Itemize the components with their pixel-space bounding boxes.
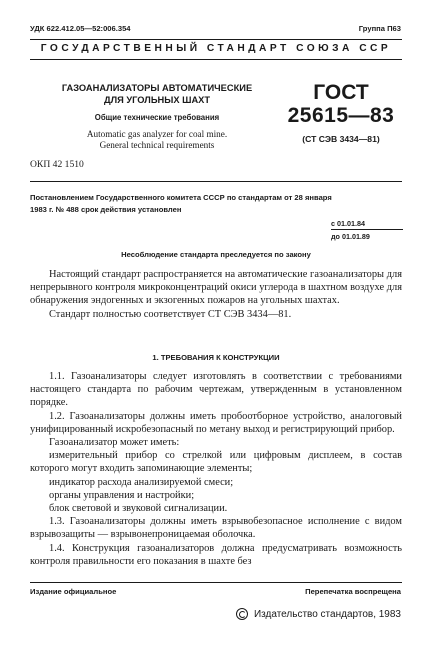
clause-1-1: 1.1. Газоанализаторы следует изготовлять в соответствии с требованиями настоящего стандарта по рабочим чертежам, утвержденным в установленном порядке.	[30, 371, 402, 409]
title-block	[46, 82, 268, 151]
copyright-icon	[236, 608, 248, 620]
may-have-intro: Газоанализатор может иметь:	[49, 437, 180, 449]
gost-block	[280, 82, 402, 144]
english-title	[46, 129, 268, 151]
section-1-text	[30, 370, 402, 568]
decree-line-2: 1983 г. № 488 срок действия установлен	[30, 205, 182, 214]
list-item-3: органы управления и настройки;	[49, 489, 195, 501]
english-title-line-1: Automatic gas analyzer for coal mine.	[86, 129, 228, 139]
clause-1-2: 1.2. Газоанализаторы должны иметь пробоотборное устройство, аналоговый унифицированный искробезопасный по метану выход и регистрирующий прибор.	[30, 410, 402, 435]
list-item-1: измерительный прибор со стрелкой или цифровым дисплеем, в состав которого могут входить запоминающие элементы;	[30, 450, 402, 475]
reprint-prohibited: Перепечатка воспрещена	[305, 587, 401, 596]
title-line-1: ГАЗОАНАЛИЗАТОРЫ АВТОМАТИЧЕСКИЕ	[61, 83, 253, 93]
english-title-line-2: General technical requirements	[99, 140, 215, 150]
footer-rule	[30, 582, 402, 583]
legal-warning: Несоблюдение стандарта преследуется по закону	[121, 250, 311, 259]
official-edition: Издание официальное	[30, 587, 117, 596]
title-line-2: ДЛЯ УГОЛЬНЫХ ШАХТ	[103, 95, 211, 105]
section-heading: 1. ТРЕБОВАНИЯ К КОНСТРУКЦИИ	[152, 353, 280, 362]
copyright-text: Издательство стандартов, 1983	[253, 608, 401, 620]
okp-code: ОКП 42 1510	[30, 159, 84, 170]
sev-reference: (СТ СЭВ 3434—81)	[302, 134, 380, 144]
date-to: до 01.01.89	[331, 229, 403, 242]
top-rule	[30, 39, 402, 40]
group-code: Группа П63	[358, 24, 401, 33]
udk-code: УДК 622.412.05—52:006.354	[30, 24, 131, 33]
intro-paragraph-2: Стандарт полностью соответствует СТ СЭВ 3434—81.	[49, 308, 292, 320]
clause-1-3: 1.3. Газоанализаторы должны иметь взрывобезопасное исполнение с видом взрывозащиты — взрывонепроницаемая оболочка.	[30, 516, 402, 541]
date-from: с 01.01.84	[331, 219, 365, 228]
intro-paragraph-1: Настоящий стандарт распространяется на автоматические газоанализаторы для непрерывного контроля микроконцентраций окиси углерода в шахтном воздухе для обнаружения эндогенных и экзогенных пожаров на угольных шахтах.	[30, 269, 402, 307]
decree-line-1: Постановлением Государственного комитета СССР по стандартам от 28 января	[30, 193, 332, 202]
gost-number: 25615—83	[287, 104, 395, 127]
gost-label: ГОСТ	[313, 81, 369, 104]
list-item-2: индикатор расхода анализируемой смеси;	[49, 476, 234, 488]
validity-dates	[331, 218, 403, 242]
copyright-line	[236, 608, 401, 620]
state-standard-banner: ГОСУДАРСТВЕННЫЙ СТАНДАРТ СОЮЗА ССР	[40, 43, 392, 54]
decree-text	[30, 192, 402, 216]
banner-rule	[30, 59, 402, 60]
clause-1-4: 1.4. Конструкция газоанализаторов должна предусматривать возможность контроля правильности его показания в шахте без	[30, 542, 402, 567]
list-item-4: блок световой и звуковой сигнализации.	[49, 503, 228, 515]
subtitle: Общие технические требования	[94, 113, 220, 122]
intro-text	[30, 268, 402, 321]
divider-rule	[30, 181, 402, 182]
